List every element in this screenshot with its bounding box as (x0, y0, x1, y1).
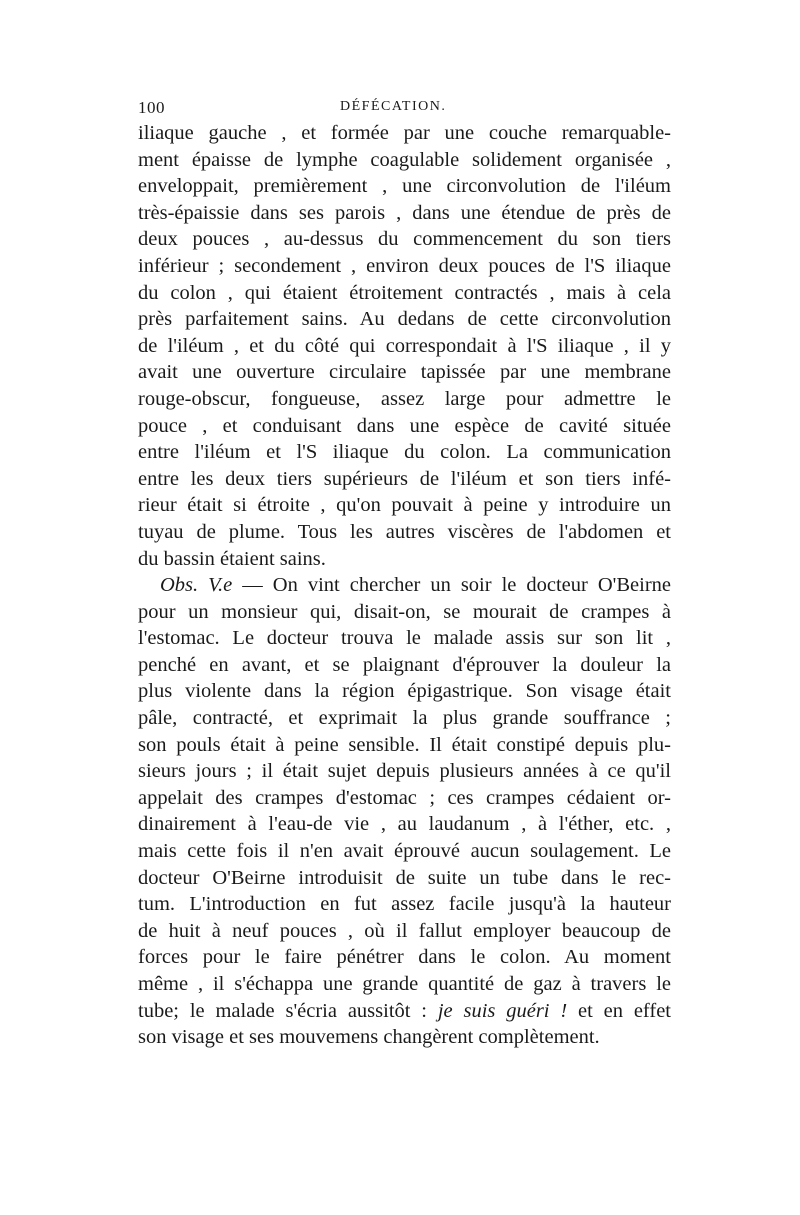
text-line: entre les deux tiers supérieurs de l'iléum et son tiers infé- (138, 467, 671, 490)
text-fragment: tube; le malade s'écria aussitôt : (138, 999, 438, 1022)
text-line: pouce , et conduisant dans une espèce de cavité située (138, 414, 671, 437)
running-title: DÉFÉCATION. (340, 99, 447, 114)
text-line: sieurs jours ; il était sujet depuis plusieurs années à ce qu'il (138, 760, 671, 783)
text-line: pâle, contracté, et exprimait la plus grande souffrance ; (138, 707, 671, 730)
text-line (138, 572, 671, 599)
text-line: rieur était si étroite , qu'on pouvait à peine y introduire un (138, 494, 671, 517)
text-line: enveloppait, premièrement , une circonvolution de l'iléum (138, 175, 671, 198)
text-line: l'estomac. Le docteur trouva le malade assis sur son lit , (138, 627, 671, 650)
text-line: iliaque gauche , et formée par une couche remarquable- (138, 122, 671, 144)
text-line: du colon , qui étaient étroitement contractés , mais à cela (138, 281, 671, 304)
text-line (138, 998, 671, 1025)
text-line: plus violente dans la région épigastrique. Son visage était (138, 680, 671, 703)
text-line: très-épaissie dans ses parois , dans une étendue de près de (138, 201, 671, 224)
text-line: appelait des crampes d'estomac ; ces crampes cédaient or- (138, 786, 671, 809)
text-line: mais cette fois il n'en avait éprouvé aucun soulagement. Le (138, 840, 671, 863)
text-line: son visage et ses mouvemens changèrent complètement. (138, 1026, 600, 1049)
text-line: deux pouces , au-dessus du commencement du son tiers (138, 228, 671, 251)
text-fragment: — On vint chercher un soir le docteur O'Beirne (232, 574, 671, 597)
text-line: docteur O'Beirne introduisit de suite un tube dans le rec- (138, 866, 671, 889)
text-line: de huit à neuf pouces , où il fallut employer beaucoup de (138, 919, 671, 942)
text-line: ment épaisse de lymphe coagulable solidement organisée , (138, 148, 671, 171)
text-line: tuyau de plume. Tous les autres viscères de l'abdomen et (138, 520, 671, 543)
text-line: forces pour le faire pénétrer dans le colon. Au moment (138, 946, 671, 969)
text-fragment: et en effet (567, 999, 671, 1022)
text-line: de l'iléum , et du côté qui correspondait à l'S iliaque , il y (138, 334, 671, 357)
paragraph-2 (138, 572, 671, 1051)
paragraph-1 (138, 120, 671, 572)
text-line: inférieur ; secondement , environ deux pouces de l'S iliaque (138, 254, 671, 277)
exclamation-italic: je suis guéri ! (437, 999, 568, 1022)
text-line: avait une ouverture circulaire tapissée par une membrane (138, 361, 671, 384)
running-head (138, 98, 668, 122)
observation-label: Obs. V.e (160, 574, 233, 597)
text-line: même , il s'échappa une grande quantité de gaz à travers le (138, 973, 671, 995)
text-line: entre l'iléum et l'S iliaque du colon. La communication (138, 441, 671, 464)
text-line: près parfaitement sains. Au dedans de cette circonvolution (138, 308, 671, 331)
text-line: tum. L'introduction en fut assez facile jusqu'à la hauteur (138, 893, 671, 916)
text-line: rouge-obscur, fongueuse, assez large pour admettre le (138, 387, 671, 410)
body-text (138, 120, 671, 1051)
page-number: 100 (138, 98, 165, 117)
text-line: son pouls était à peine sensible. Il était constipé depuis plu- (138, 733, 671, 756)
text-line: penché en avant, et se plaignant d'éprouver la douleur la (138, 653, 671, 676)
text-line: dinairement à l'eau-de vie , au laudanum , à l'éther, etc. , (138, 813, 671, 836)
text-line: du bassin étaient sains. (138, 547, 326, 570)
text-line: pour un monsieur qui, disait-on, se mourait de crampes à (138, 600, 671, 623)
